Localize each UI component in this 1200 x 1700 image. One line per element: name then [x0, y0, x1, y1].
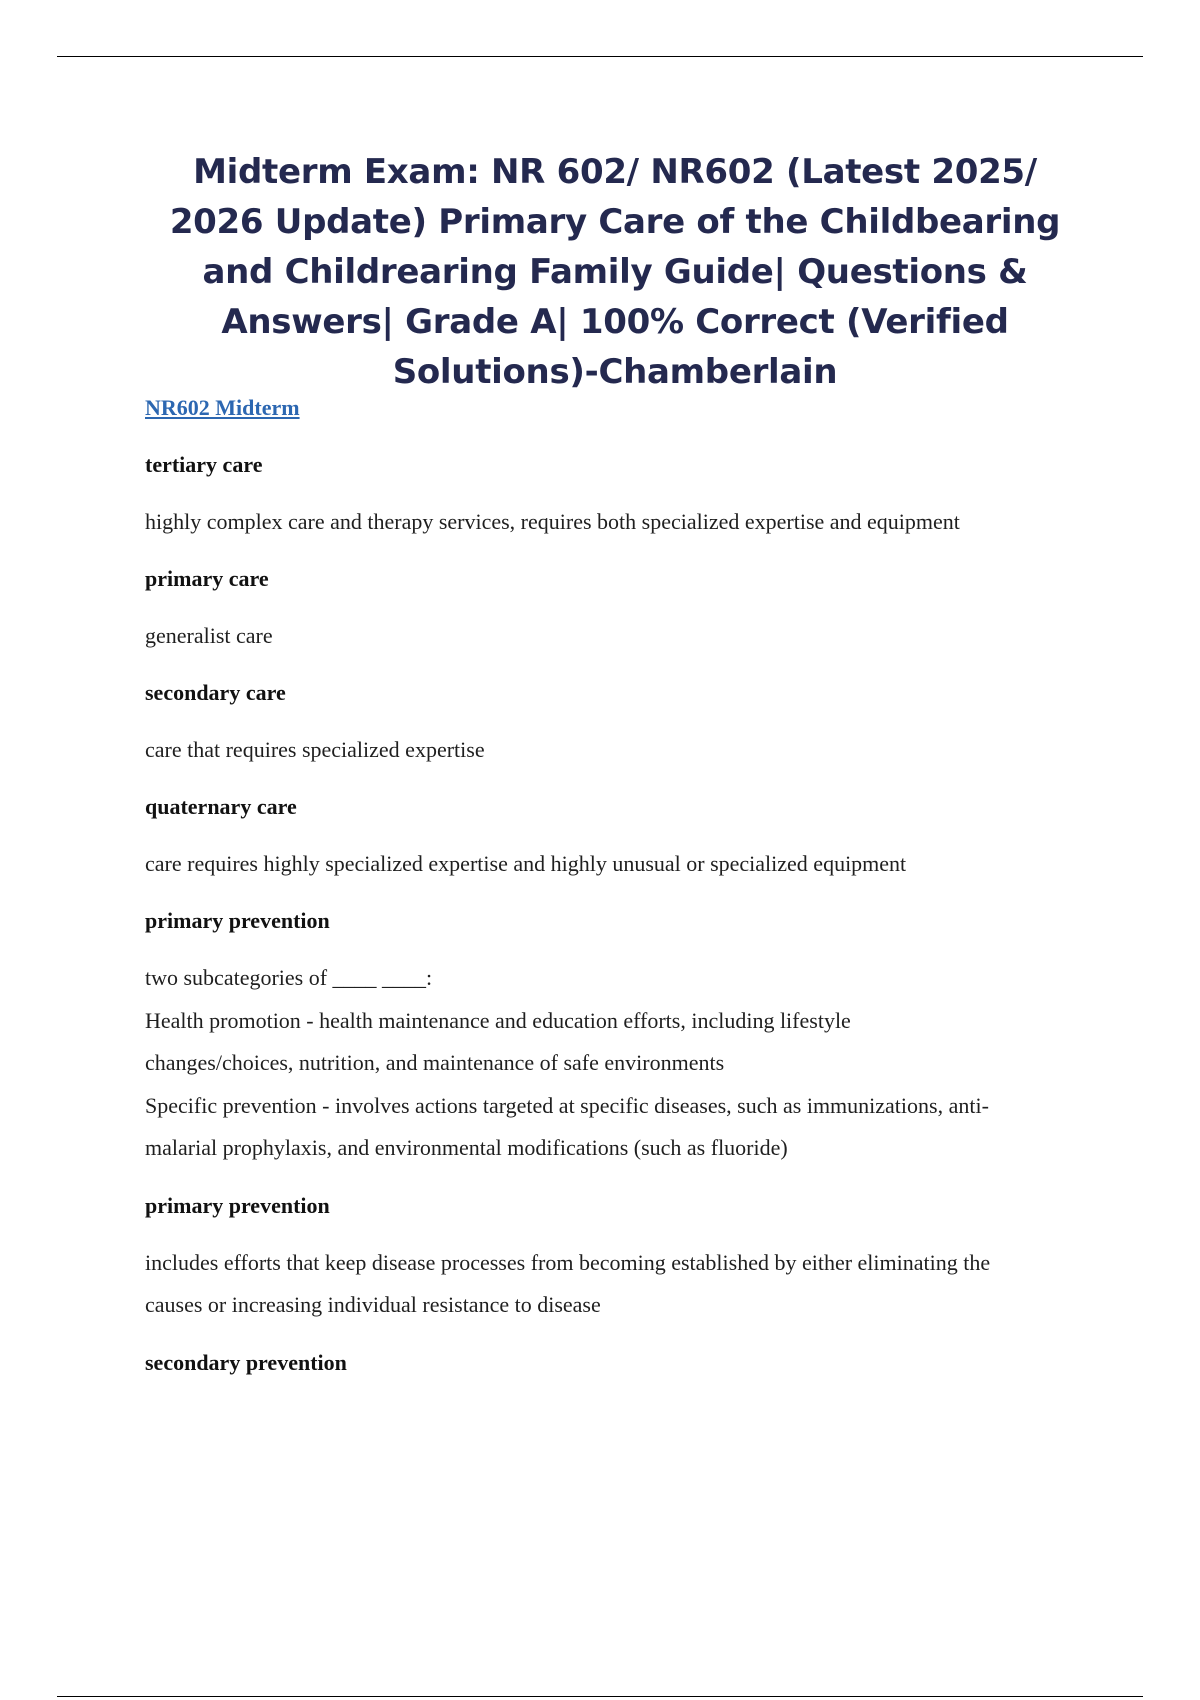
card-term: primary care	[145, 566, 269, 591]
card-term: secondary care	[145, 680, 286, 705]
card-definition	[145, 735, 1085, 765]
definition-line: includes efforts that keep disease processes from becoming established by either eliminating the	[145, 1249, 991, 1275]
header-rule	[57, 56, 1143, 57]
card-term: secondary prevention	[145, 1349, 347, 1375]
footer-rule	[57, 1696, 1143, 1697]
definition-line: generalist care	[145, 623, 273, 648]
card-definition	[145, 507, 1085, 537]
flashcard-content	[145, 393, 1085, 1405]
card-definition	[145, 1242, 1085, 1327]
definition-line: Health promotion - health maintenance and education efforts, including lifestyle	[145, 1007, 851, 1033]
card-term: tertiary care	[145, 452, 263, 477]
card-term: primary prevention	[145, 908, 330, 933]
card-definition	[145, 849, 1085, 879]
card-definition	[145, 621, 1085, 651]
definition-line: Specific prevention - involves actions targeted at specific diseases, such as immunizations, anti-	[145, 1092, 989, 1118]
card-term: quaternary care	[145, 794, 297, 819]
card-term: primary prevention	[145, 1192, 330, 1218]
page-title: Midterm Exam: NR 602/ NR602 (Latest 2025/ 2026 Update) Primary Care of the Childbearing and Childrearing Family Guide| Questions & Answers| Grade A| 100% Correct (Verified Solutions)-Chamberlain	[169, 152, 1061, 392]
definition-line: two subcategories of ____ ____:	[145, 965, 433, 990]
definition-line: changes/choices, nutrition, and maintenance of safe environments	[145, 1050, 725, 1075]
definition-line: care requires highly specialized expertise and highly unusual or specialized equipment	[145, 851, 907, 876]
definition-line: care that requires specialized expertise	[145, 737, 485, 762]
definition-line: highly complex care and therapy services, requires both specialized expertise and equipment	[145, 509, 960, 534]
definition-line: malarial prophylaxis, and environmental modifications (such as fluoride)	[145, 1135, 788, 1160]
section-link-nr602-midterm[interactable]: NR602 Midterm	[145, 395, 300, 420]
card-definition	[145, 957, 1085, 1170]
definition-line: causes or increasing individual resistance to disease	[145, 1292, 601, 1317]
